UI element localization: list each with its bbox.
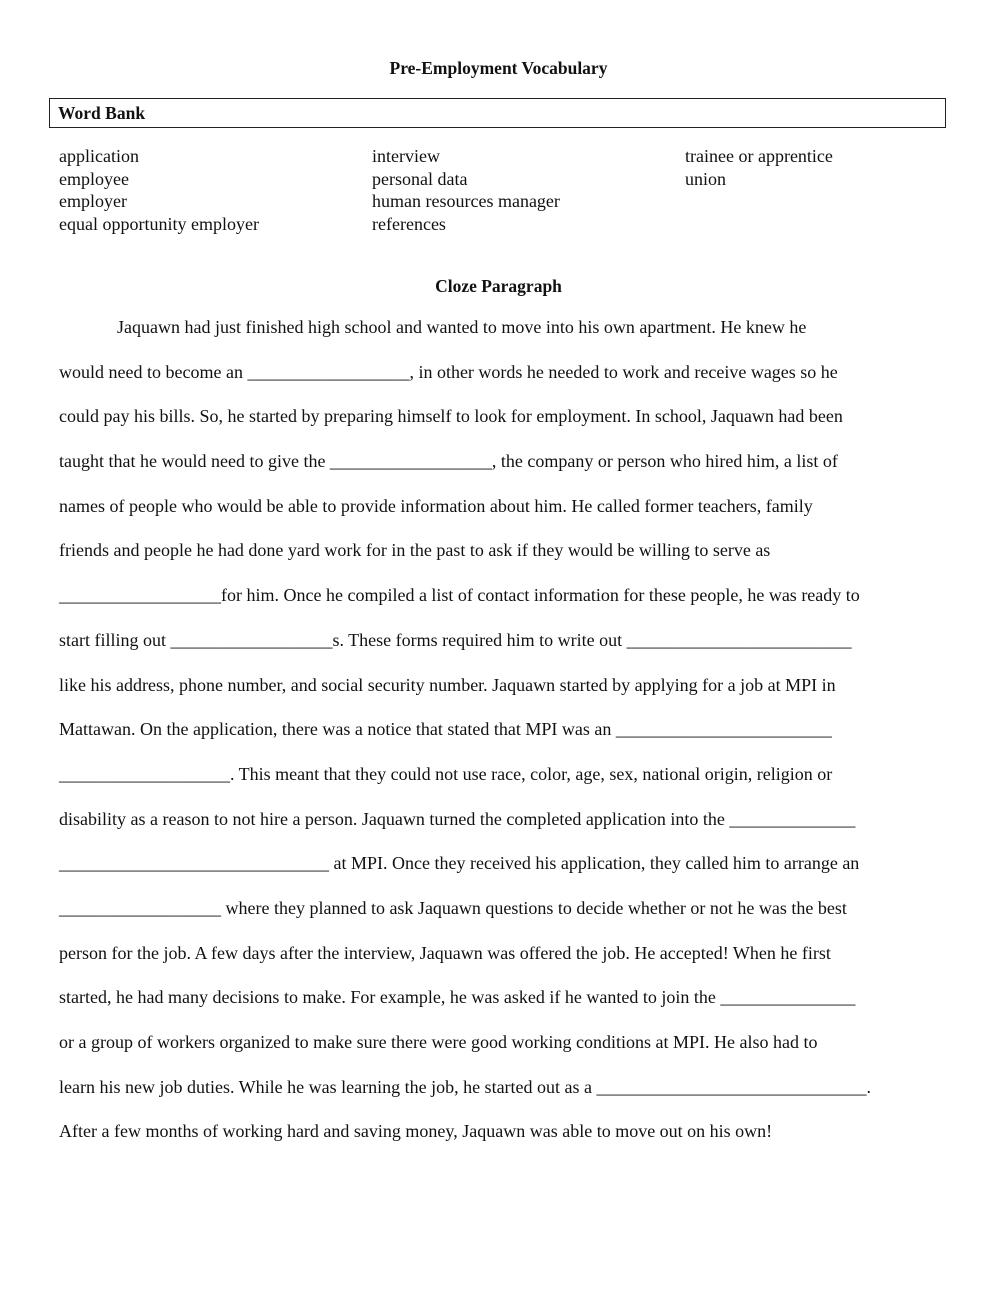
paragraph-line: friends and people he had done yard work for in the past to ask if they would be willing to serve as (59, 540, 771, 561)
paragraph-line: __________________for him. Once he compiled a list of contact information for these people, he was ready to (59, 585, 860, 606)
word-bank-term: interview (372, 146, 440, 166)
word-bank-column-3 (685, 145, 833, 190)
word-bank-column-1 (59, 145, 259, 235)
word-bank-label: Word Bank (58, 103, 146, 123)
paragraph-line: or a group of workers organized to make sure there were good working conditions at MPI. He also had to (59, 1032, 818, 1052)
cloze-paragraph-title: Cloze Paragraph (435, 276, 562, 296)
paragraph-line: learn his new job duties. While he was learning the job, he started out as a ______________________________. (59, 1076, 872, 1097)
word-bank-header-box (49, 98, 946, 128)
word-bank-term: employee (59, 168, 129, 189)
word-bank-term: trainee or apprentice (685, 146, 833, 166)
word-bank-term: references (372, 213, 446, 234)
paragraph-line: Jaquawn had just finished high school and wanted to move into his own apartment. He knew he (117, 317, 807, 337)
cloze-paragraph (59, 316, 949, 1165)
paragraph-line: could pay his bills. So, he started by preparing himself to look for employment. In school, Jaquawn had been (59, 406, 843, 427)
page-title: Pre-Employment Vocabulary (389, 58, 608, 78)
paragraph-line: __________________ where they planned to ask Jaquawn questions to decide whether or not he was the best (59, 897, 847, 918)
paragraph-line: ___________________. This meant that they could not use race, color, age, sex, national origin, religion or (59, 763, 833, 784)
paragraph-line: disability as a reason to not hire a person. Jaquawn turned the completed application into the ______________ (59, 808, 856, 829)
paragraph-line: taught that he would need to give the __________________, the company or person who hired him, a list of (59, 451, 838, 472)
paragraph-line: Mattawan. On the application, there was a notice that stated that MPI was an ________________________ (59, 719, 832, 740)
word-bank-column-2 (372, 145, 560, 235)
word-bank-term: human resources manager (372, 191, 560, 211)
word-bank-term: personal data (372, 168, 468, 189)
paragraph-line: start filling out __________________s. These forms required him to write out _________________________ (59, 629, 852, 650)
word-bank-term: application (59, 146, 139, 166)
word-bank-term: equal opportunity employer (59, 213, 259, 234)
paragraph-line: names of people who would be able to provide information about him. He called former teachers, family (59, 495, 813, 516)
word-bank-term: employer (59, 191, 127, 211)
word-bank-term: union (685, 168, 727, 189)
paragraph-line: person for the job. A few days after the interview, Jaquawn was offered the job. He accepted! When he first (59, 942, 831, 963)
paragraph-line: would need to become an __________________, in other words he needed to work and receive wages so he (59, 361, 838, 382)
paragraph-line: started, he had many decisions to make. For example, he was asked if he wanted to join the _______________ (59, 987, 856, 1008)
paragraph-line: like his address, phone number, and social security number. Jaquawn started by applying for a job at MPI in (59, 674, 836, 695)
paragraph-line: After a few months of working hard and saving money, Jaquawn was able to move out on his own! (59, 1121, 773, 1142)
paragraph-line: ______________________________ at MPI. Once they received his application, they called him to arrange an (59, 853, 860, 874)
